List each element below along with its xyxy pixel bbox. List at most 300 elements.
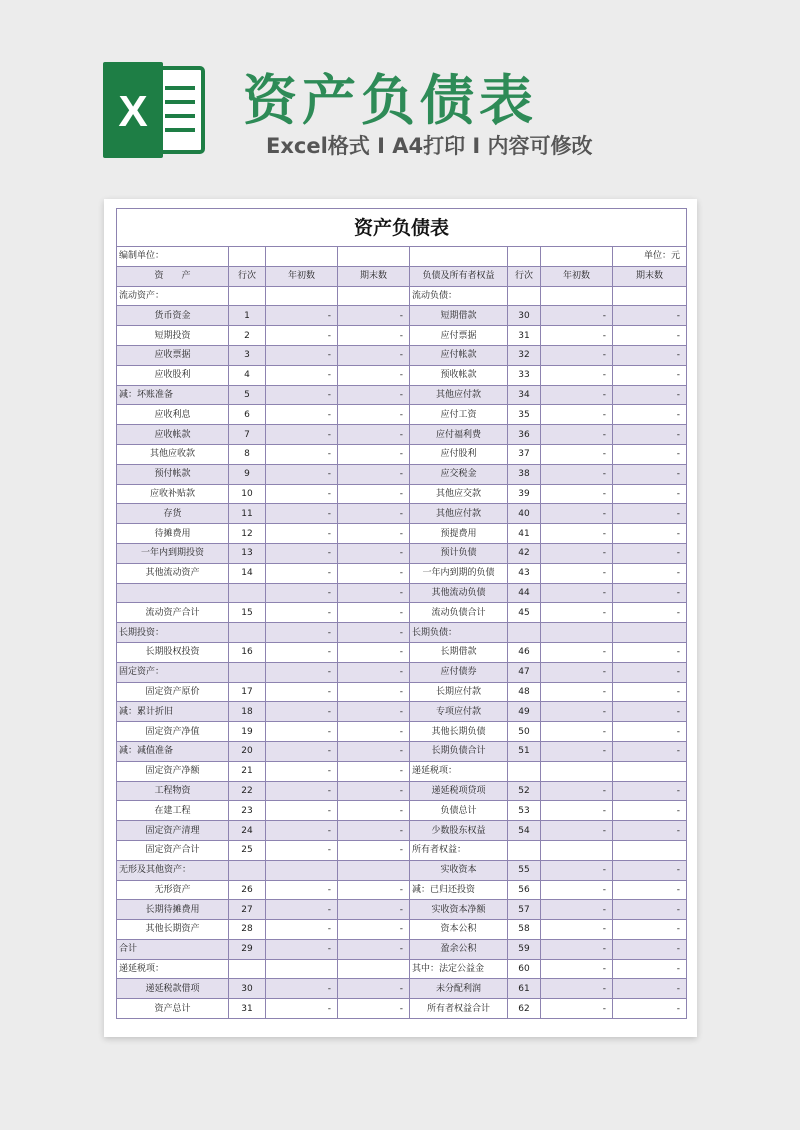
asset-begin-cell: - bbox=[266, 583, 338, 603]
asset-name-cell: 待摊费用 bbox=[117, 524, 229, 544]
liability-line-cell: 54 bbox=[508, 821, 541, 841]
table-row bbox=[117, 801, 687, 821]
column-header-row bbox=[117, 266, 687, 286]
liability-line-cell: 35 bbox=[508, 405, 541, 425]
table-row bbox=[117, 345, 687, 365]
liability-begin-cell bbox=[541, 286, 613, 306]
liability-begin-cell: - bbox=[541, 385, 613, 405]
asset-end-cell: - bbox=[338, 306, 410, 326]
asset-name-cell: 其他长期资产 bbox=[117, 920, 229, 940]
asset-name-cell: 在建工程 bbox=[117, 801, 229, 821]
table-row bbox=[117, 999, 687, 1019]
asset-end-cell bbox=[338, 286, 410, 306]
asset-begin-cell: - bbox=[266, 326, 338, 346]
asset-end-cell: - bbox=[338, 900, 410, 920]
liability-end-cell: - bbox=[613, 662, 687, 682]
liability-name-cell: 应付债券 bbox=[410, 662, 508, 682]
asset-begin-cell: - bbox=[266, 979, 338, 999]
liability-name-cell: 递延税项贷项 bbox=[410, 781, 508, 801]
asset-name-cell bbox=[117, 583, 229, 603]
liability-line-cell: 49 bbox=[508, 702, 541, 722]
table-row bbox=[117, 821, 687, 841]
asset-end-cell: - bbox=[338, 326, 410, 346]
asset-name-cell: 无形及其他资产： bbox=[117, 860, 229, 880]
asset-end-cell: - bbox=[338, 444, 410, 464]
liability-name-cell: 其他应付款 bbox=[410, 385, 508, 405]
liability-begin-cell: - bbox=[541, 662, 613, 682]
page-subtitle: Excel格式 I A4打印 I 内容可修改 bbox=[266, 134, 593, 158]
asset-end-cell: - bbox=[338, 722, 410, 742]
asset-end-cell: - bbox=[338, 781, 410, 801]
sheet-title: 资产负债表 bbox=[117, 209, 687, 247]
asset-name-cell: 其他应收款 bbox=[117, 444, 229, 464]
table-row bbox=[117, 959, 687, 979]
liability-end-cell: - bbox=[613, 959, 687, 979]
asset-begin-cell: - bbox=[266, 524, 338, 544]
asset-line-cell: 17 bbox=[229, 682, 266, 702]
asset-end-cell: - bbox=[338, 880, 410, 900]
liability-name-cell: 预提费用 bbox=[410, 524, 508, 544]
liability-end-cell: - bbox=[613, 999, 687, 1019]
liability-line-cell: 46 bbox=[508, 642, 541, 662]
asset-name-cell: 应收帐款 bbox=[117, 425, 229, 445]
asset-begin-cell: - bbox=[266, 365, 338, 385]
liability-begin-cell: - bbox=[541, 999, 613, 1019]
liability-name-cell: 短期借款 bbox=[410, 306, 508, 326]
asset-line-cell: 28 bbox=[229, 920, 266, 940]
asset-begin-cell: - bbox=[266, 345, 338, 365]
table-row bbox=[117, 504, 687, 524]
asset-name-cell: 其他流动资产 bbox=[117, 563, 229, 583]
asset-begin-cell: - bbox=[266, 642, 338, 662]
table-row bbox=[117, 900, 687, 920]
liability-end-cell: - bbox=[613, 543, 687, 563]
liability-end-cell: - bbox=[613, 741, 687, 761]
liability-name-cell: 应付工资 bbox=[410, 405, 508, 425]
unit-row bbox=[117, 247, 687, 267]
table-row bbox=[117, 306, 687, 326]
asset-line-cell: 16 bbox=[229, 642, 266, 662]
asset-end-cell: - bbox=[338, 385, 410, 405]
liability-begin-cell: - bbox=[541, 722, 613, 742]
liability-end-cell: - bbox=[613, 524, 687, 544]
asset-line-cell bbox=[229, 662, 266, 682]
liability-name-cell: 未分配利润 bbox=[410, 979, 508, 999]
asset-line-cell: 11 bbox=[229, 504, 266, 524]
asset-line-cell: 22 bbox=[229, 781, 266, 801]
liability-name-cell: 少数股东权益 bbox=[410, 821, 508, 841]
liability-end-cell bbox=[613, 840, 687, 860]
asset-end-cell: - bbox=[338, 682, 410, 702]
liability-name-cell: 盈余公积 bbox=[410, 939, 508, 959]
asset-end-cell bbox=[338, 959, 410, 979]
asset-line-cell: 12 bbox=[229, 524, 266, 544]
asset-begin-cell: - bbox=[266, 999, 338, 1019]
asset-begin-cell: - bbox=[266, 939, 338, 959]
liability-line-cell: 30 bbox=[508, 306, 541, 326]
col-header-begin: 年初数 bbox=[266, 266, 338, 286]
liability-line-cell: 39 bbox=[508, 484, 541, 504]
asset-end-cell: - bbox=[338, 425, 410, 445]
liability-begin-cell: - bbox=[541, 682, 613, 702]
liability-begin-cell: - bbox=[541, 959, 613, 979]
liability-begin-cell: - bbox=[541, 504, 613, 524]
asset-line-cell: 3 bbox=[229, 345, 266, 365]
asset-end-cell: - bbox=[338, 741, 410, 761]
liability-name-cell: 预计负债 bbox=[410, 543, 508, 563]
liability-line-cell: 32 bbox=[508, 345, 541, 365]
liability-end-cell: - bbox=[613, 583, 687, 603]
table-row bbox=[117, 979, 687, 999]
asset-name-cell: 流动资产合计 bbox=[117, 603, 229, 623]
liability-end-cell bbox=[613, 623, 687, 643]
asset-begin-cell: - bbox=[266, 543, 338, 563]
liability-name-cell: 应付股利 bbox=[410, 444, 508, 464]
table-row bbox=[117, 702, 687, 722]
liability-line-cell: 34 bbox=[508, 385, 541, 405]
table-row bbox=[117, 583, 687, 603]
liability-line-cell bbox=[508, 840, 541, 860]
liability-end-cell: - bbox=[613, 979, 687, 999]
table-row bbox=[117, 563, 687, 583]
liability-line-cell: 50 bbox=[508, 722, 541, 742]
liability-name-cell: 实收资本净额 bbox=[410, 900, 508, 920]
liability-end-cell: - bbox=[613, 603, 687, 623]
asset-begin-cell: - bbox=[266, 761, 338, 781]
asset-line-cell: 31 bbox=[229, 999, 266, 1019]
asset-begin-cell: - bbox=[266, 900, 338, 920]
asset-begin-cell: - bbox=[266, 603, 338, 623]
asset-name-cell: 减：减值准备 bbox=[117, 741, 229, 761]
asset-line-cell bbox=[229, 286, 266, 306]
liability-line-cell bbox=[508, 761, 541, 781]
liability-begin-cell: - bbox=[541, 860, 613, 880]
asset-name-cell: 减：坏账准备 bbox=[117, 385, 229, 405]
asset-end-cell: - bbox=[338, 999, 410, 1019]
table-row bbox=[117, 603, 687, 623]
liability-begin-cell: - bbox=[541, 484, 613, 504]
liability-end-cell: - bbox=[613, 425, 687, 445]
asset-line-cell bbox=[229, 623, 266, 643]
liability-begin-cell bbox=[541, 840, 613, 860]
asset-end-cell: - bbox=[338, 524, 410, 544]
liability-line-cell: 43 bbox=[508, 563, 541, 583]
table-row bbox=[117, 741, 687, 761]
liability-name-cell: 其他流动负债 bbox=[410, 583, 508, 603]
liability-end-cell: - bbox=[613, 900, 687, 920]
asset-end-cell: - bbox=[338, 979, 410, 999]
asset-end-cell: - bbox=[338, 662, 410, 682]
liability-line-cell: 31 bbox=[508, 326, 541, 346]
asset-line-cell: 29 bbox=[229, 939, 266, 959]
liability-line-cell: 40 bbox=[508, 504, 541, 524]
table-row bbox=[117, 761, 687, 781]
asset-begin-cell: - bbox=[266, 840, 338, 860]
asset-begin-cell: - bbox=[266, 920, 338, 940]
table-row bbox=[117, 840, 687, 860]
liability-end-cell: - bbox=[613, 860, 687, 880]
liability-line-cell: 53 bbox=[508, 801, 541, 821]
asset-name-cell: 固定资产： bbox=[117, 662, 229, 682]
liability-name-cell: 其他应付款 bbox=[410, 504, 508, 524]
table-row bbox=[117, 781, 687, 801]
liability-begin-cell: - bbox=[541, 880, 613, 900]
liability-line-cell: 60 bbox=[508, 959, 541, 979]
asset-end-cell: - bbox=[338, 365, 410, 385]
liability-line-cell: 38 bbox=[508, 464, 541, 484]
asset-begin-cell: - bbox=[266, 484, 338, 504]
liability-line-cell: 36 bbox=[508, 425, 541, 445]
liability-name-cell: 其他长期负债 bbox=[410, 722, 508, 742]
table-row bbox=[117, 425, 687, 445]
asset-line-cell: 13 bbox=[229, 543, 266, 563]
table-row bbox=[117, 722, 687, 742]
asset-line-cell bbox=[229, 860, 266, 880]
asset-name-cell: 资产总计 bbox=[117, 999, 229, 1019]
table-row bbox=[117, 920, 687, 940]
asset-begin-cell bbox=[266, 959, 338, 979]
table-row bbox=[117, 642, 687, 662]
table-row bbox=[117, 326, 687, 346]
liability-begin-cell: - bbox=[541, 365, 613, 385]
asset-name-cell: 短期投资 bbox=[117, 326, 229, 346]
liability-end-cell bbox=[613, 761, 687, 781]
liability-begin-cell: - bbox=[541, 444, 613, 464]
liability-name-cell: 减：已归还投资 bbox=[410, 880, 508, 900]
table-row bbox=[117, 860, 687, 880]
asset-begin-cell: - bbox=[266, 702, 338, 722]
liability-begin-cell: - bbox=[541, 425, 613, 445]
liability-line-cell bbox=[508, 286, 541, 306]
asset-end-cell: - bbox=[338, 603, 410, 623]
liability-line-cell bbox=[508, 623, 541, 643]
asset-end-cell: - bbox=[338, 623, 410, 643]
asset-line-cell: 24 bbox=[229, 821, 266, 841]
liability-end-cell: - bbox=[613, 464, 687, 484]
liability-end-cell: - bbox=[613, 702, 687, 722]
asset-line-cell: 4 bbox=[229, 365, 266, 385]
asset-begin-cell: - bbox=[266, 682, 338, 702]
asset-name-cell: 递延税项： bbox=[117, 959, 229, 979]
liability-begin-cell bbox=[541, 761, 613, 781]
liability-begin-cell: - bbox=[541, 801, 613, 821]
liability-begin-cell: - bbox=[541, 405, 613, 425]
liability-line-cell: 47 bbox=[508, 662, 541, 682]
excel-logo-letter: X bbox=[118, 87, 148, 136]
liability-end-cell: - bbox=[613, 801, 687, 821]
liability-line-cell: 45 bbox=[508, 603, 541, 623]
liability-name-cell: 资本公积 bbox=[410, 920, 508, 940]
asset-name-cell: 长期待摊费用 bbox=[117, 900, 229, 920]
table-row bbox=[117, 286, 687, 306]
asset-begin-cell: - bbox=[266, 385, 338, 405]
liability-begin-cell: - bbox=[541, 583, 613, 603]
liability-end-cell: - bbox=[613, 781, 687, 801]
liability-begin-cell bbox=[541, 623, 613, 643]
asset-line-cell: 2 bbox=[229, 326, 266, 346]
liability-line-cell: 52 bbox=[508, 781, 541, 801]
liability-begin-cell: - bbox=[541, 326, 613, 346]
asset-begin-cell: - bbox=[266, 464, 338, 484]
liability-begin-cell: - bbox=[541, 306, 613, 326]
asset-begin-cell: - bbox=[266, 801, 338, 821]
liability-end-cell: - bbox=[613, 682, 687, 702]
asset-name-cell: 应收补贴款 bbox=[117, 484, 229, 504]
unit-right-label: 单位：元 bbox=[613, 247, 687, 267]
liability-begin-cell: - bbox=[541, 642, 613, 662]
liability-name-cell: 专项应付款 bbox=[410, 702, 508, 722]
asset-name-cell: 工程物资 bbox=[117, 781, 229, 801]
asset-line-cell: 5 bbox=[229, 385, 266, 405]
liability-begin-cell: - bbox=[541, 821, 613, 841]
asset-name-cell: 固定资产原价 bbox=[117, 682, 229, 702]
col-header-end-2: 期末数 bbox=[613, 266, 687, 286]
col-header-liabilities: 负债及所有者权益 bbox=[410, 266, 508, 286]
table-row bbox=[117, 365, 687, 385]
liability-name-cell: 所有者权益合计 bbox=[410, 999, 508, 1019]
balance-sheet-table bbox=[116, 208, 687, 1019]
table-row bbox=[117, 464, 687, 484]
liability-name-cell: 一年内到期的负债 bbox=[410, 563, 508, 583]
asset-line-cell: 14 bbox=[229, 563, 266, 583]
asset-end-cell: - bbox=[338, 484, 410, 504]
col-header-line-no-2: 行次 bbox=[508, 266, 541, 286]
asset-line-cell: 25 bbox=[229, 840, 266, 860]
asset-end-cell: - bbox=[338, 405, 410, 425]
asset-begin-cell: - bbox=[266, 880, 338, 900]
liability-end-cell: - bbox=[613, 405, 687, 425]
liability-begin-cell: - bbox=[541, 979, 613, 999]
table-row bbox=[117, 682, 687, 702]
asset-line-cell: 15 bbox=[229, 603, 266, 623]
liability-name-cell: 流动负债： bbox=[410, 286, 508, 306]
asset-begin-cell: - bbox=[266, 306, 338, 326]
table-row bbox=[117, 662, 687, 682]
liability-line-cell: 55 bbox=[508, 860, 541, 880]
liability-line-cell: 48 bbox=[508, 682, 541, 702]
liability-line-cell: 61 bbox=[508, 979, 541, 999]
asset-name-cell: 应收股利 bbox=[117, 365, 229, 385]
liability-end-cell: - bbox=[613, 821, 687, 841]
liability-line-cell: 56 bbox=[508, 880, 541, 900]
liability-begin-cell: - bbox=[541, 543, 613, 563]
col-header-end: 期末数 bbox=[338, 266, 410, 286]
liability-name-cell: 应交税金 bbox=[410, 464, 508, 484]
liability-begin-cell: - bbox=[541, 464, 613, 484]
asset-begin-cell: - bbox=[266, 722, 338, 742]
liability-name-cell: 实收资本 bbox=[410, 860, 508, 880]
asset-end-cell: - bbox=[338, 702, 410, 722]
asset-name-cell: 预付帐款 bbox=[117, 464, 229, 484]
asset-begin-cell bbox=[266, 860, 338, 880]
liability-name-cell: 应付福利费 bbox=[410, 425, 508, 445]
liability-line-cell: 59 bbox=[508, 939, 541, 959]
asset-name-cell: 减：累计折旧 bbox=[117, 702, 229, 722]
sheet-paper bbox=[104, 199, 697, 1037]
liability-end-cell: - bbox=[613, 880, 687, 900]
liability-end-cell: - bbox=[613, 345, 687, 365]
asset-end-cell: - bbox=[338, 543, 410, 563]
asset-end-cell: - bbox=[338, 563, 410, 583]
asset-line-cell: 9 bbox=[229, 464, 266, 484]
asset-begin-cell: - bbox=[266, 741, 338, 761]
liability-begin-cell: - bbox=[541, 900, 613, 920]
asset-end-cell: - bbox=[338, 920, 410, 940]
liability-name-cell: 负债总计 bbox=[410, 801, 508, 821]
liability-begin-cell: - bbox=[541, 563, 613, 583]
asset-line-cell: 26 bbox=[229, 880, 266, 900]
liability-name-cell: 长期负债合计 bbox=[410, 741, 508, 761]
asset-name-cell: 递延税款借项 bbox=[117, 979, 229, 999]
liability-begin-cell: - bbox=[541, 524, 613, 544]
asset-name-cell: 长期股权投资 bbox=[117, 642, 229, 662]
excel-logo-icon bbox=[103, 62, 207, 158]
col-header-line-no: 行次 bbox=[229, 266, 266, 286]
liability-name-cell: 递延税项： bbox=[410, 761, 508, 781]
liability-line-cell: 33 bbox=[508, 365, 541, 385]
asset-begin-cell: - bbox=[266, 425, 338, 445]
liability-line-cell: 57 bbox=[508, 900, 541, 920]
asset-name-cell: 合计 bbox=[117, 939, 229, 959]
asset-name-cell: 固定资产合计 bbox=[117, 840, 229, 860]
liability-end-cell: - bbox=[613, 920, 687, 940]
asset-line-cell: 1 bbox=[229, 306, 266, 326]
asset-name-cell: 一年内到期投资 bbox=[117, 543, 229, 563]
asset-line-cell: 23 bbox=[229, 801, 266, 821]
liability-end-cell: - bbox=[613, 444, 687, 464]
table-row bbox=[117, 623, 687, 643]
liability-begin-cell: - bbox=[541, 741, 613, 761]
liability-end-cell: - bbox=[613, 484, 687, 504]
asset-end-cell: - bbox=[338, 801, 410, 821]
asset-end-cell: - bbox=[338, 761, 410, 781]
liability-end-cell: - bbox=[613, 563, 687, 583]
asset-end-cell: - bbox=[338, 840, 410, 860]
asset-name-cell: 固定资产清理 bbox=[117, 821, 229, 841]
asset-name-cell: 无形资产 bbox=[117, 880, 229, 900]
liability-name-cell: 应付帐款 bbox=[410, 345, 508, 365]
asset-line-cell bbox=[229, 583, 266, 603]
liability-name-cell: 预收帐款 bbox=[410, 365, 508, 385]
asset-line-cell bbox=[229, 959, 266, 979]
liability-end-cell: - bbox=[613, 326, 687, 346]
liability-end-cell: - bbox=[613, 365, 687, 385]
liability-begin-cell: - bbox=[541, 920, 613, 940]
asset-name-cell: 存货 bbox=[117, 504, 229, 524]
asset-begin-cell: - bbox=[266, 821, 338, 841]
asset-name-cell: 长期投资： bbox=[117, 623, 229, 643]
unit-left-label: 编制单位： bbox=[117, 247, 229, 267]
liability-end-cell: - bbox=[613, 642, 687, 662]
asset-name-cell: 固定资产净额 bbox=[117, 761, 229, 781]
asset-begin-cell: - bbox=[266, 405, 338, 425]
asset-end-cell: - bbox=[338, 504, 410, 524]
table-row bbox=[117, 444, 687, 464]
liability-begin-cell: - bbox=[541, 702, 613, 722]
asset-line-cell: 27 bbox=[229, 900, 266, 920]
asset-name-cell: 固定资产净值 bbox=[117, 722, 229, 742]
asset-end-cell: - bbox=[338, 821, 410, 841]
asset-name-cell: 货币资金 bbox=[117, 306, 229, 326]
asset-begin-cell: - bbox=[266, 623, 338, 643]
asset-name-cell: 应收利息 bbox=[117, 405, 229, 425]
liability-line-cell: 44 bbox=[508, 583, 541, 603]
liability-end-cell bbox=[613, 286, 687, 306]
asset-begin-cell: - bbox=[266, 781, 338, 801]
asset-line-cell: 7 bbox=[229, 425, 266, 445]
liability-name-cell: 长期应付款 bbox=[410, 682, 508, 702]
page-header bbox=[0, 0, 800, 190]
